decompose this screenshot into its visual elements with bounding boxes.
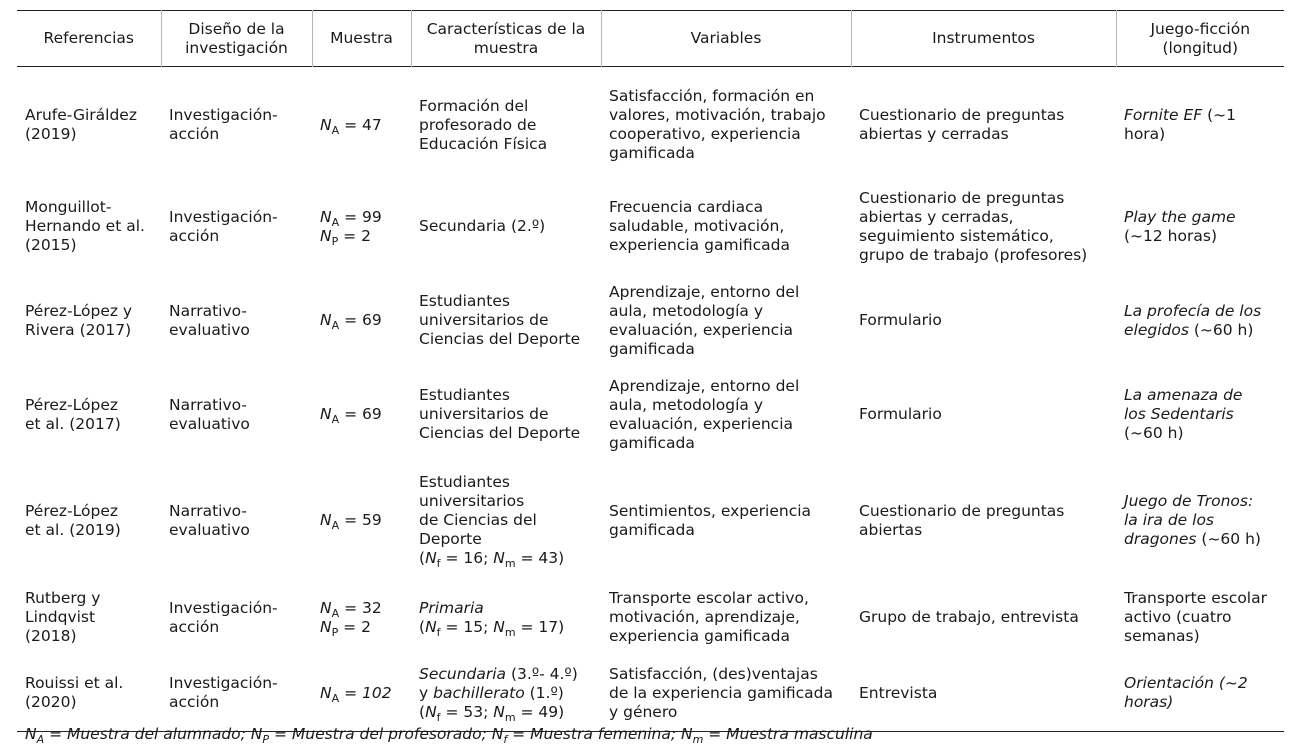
text-run: Estudiantes bbox=[419, 292, 510, 310]
text-run: N bbox=[320, 598, 332, 617]
text-run: = 49) bbox=[515, 702, 565, 721]
cell-line bbox=[419, 330, 593, 349]
cell-muestra bbox=[312, 656, 411, 732]
cell-juego-ficcion bbox=[1116, 462, 1284, 580]
text-run: Estudiantes bbox=[419, 473, 510, 491]
cell-juego-ficcion bbox=[1116, 368, 1284, 462]
text-run: N bbox=[320, 617, 332, 636]
subscript: A bbox=[331, 519, 340, 532]
cell-line: evaluación, experiencia bbox=[609, 320, 794, 339]
cell-instrumentos bbox=[851, 462, 1116, 580]
cell-line bbox=[419, 116, 593, 135]
cell-diseno bbox=[161, 180, 312, 274]
cell-line bbox=[1124, 227, 1276, 246]
cell-caracteristicas bbox=[411, 462, 601, 580]
cell-muestra bbox=[312, 368, 411, 462]
subscript: m bbox=[504, 557, 516, 570]
subscript: A bbox=[331, 413, 340, 426]
text-run: (~60 h) bbox=[1188, 320, 1254, 339]
cell-instrumentos bbox=[851, 368, 1116, 462]
cell-line bbox=[1124, 106, 1276, 125]
cell-juego-ficcion bbox=[1116, 180, 1284, 274]
cell-caracteristicas bbox=[411, 580, 601, 656]
cell-line bbox=[419, 492, 593, 511]
cell-instrumentos bbox=[851, 67, 1116, 180]
cell-line bbox=[419, 424, 593, 443]
cell-juego-ficcion bbox=[1116, 580, 1284, 656]
cell-line: gamificada bbox=[609, 433, 695, 452]
text-run: hora) bbox=[1124, 125, 1166, 144]
cell-line bbox=[1124, 693, 1276, 712]
cell-referencia bbox=[17, 368, 161, 462]
text-run: = 69 bbox=[339, 405, 382, 423]
cell-line: abiertas y cerradas, bbox=[859, 207, 1014, 226]
text-run: = 59 bbox=[339, 511, 382, 529]
cell-line: Rutberg y bbox=[25, 589, 101, 607]
cell-line bbox=[419, 217, 593, 236]
text-run: Deporte bbox=[419, 530, 482, 548]
text-run: horas) bbox=[1124, 693, 1174, 712]
header-line: investigación bbox=[185, 38, 288, 57]
cell-line: abiertas y cerradas bbox=[859, 125, 1009, 144]
text-run: = Muestra masculina bbox=[703, 725, 873, 743]
col-header-muestra bbox=[312, 11, 411, 67]
subscript: f bbox=[436, 710, 441, 724]
cell-diseno bbox=[161, 368, 312, 462]
text-run: = 16; bbox=[440, 549, 494, 567]
cell-line bbox=[419, 405, 593, 424]
cell-line bbox=[1124, 302, 1276, 321]
text-run: Secundaria bbox=[419, 664, 507, 683]
cell-line bbox=[419, 530, 593, 549]
cell-variables bbox=[601, 274, 851, 368]
text-run: ( bbox=[419, 702, 426, 721]
cell-line bbox=[1124, 492, 1276, 511]
cell-variables bbox=[601, 180, 851, 274]
cell-line: Arufe-Giráldez bbox=[25, 106, 137, 125]
header-line: Variables bbox=[690, 29, 762, 47]
cell-line bbox=[320, 208, 403, 227]
cell-variables bbox=[601, 462, 851, 580]
text-run: N bbox=[493, 617, 505, 636]
text-run: N bbox=[425, 617, 437, 636]
cell-line: Satisfacción, (des)ventajas bbox=[609, 664, 818, 683]
cell-referencia bbox=[17, 180, 161, 274]
cell-line: Entrevista bbox=[859, 683, 938, 702]
cell-line: Pérez-López y bbox=[25, 301, 133, 320]
text-run: = 99 bbox=[339, 207, 382, 226]
table-row bbox=[17, 274, 1284, 368]
text-run: N bbox=[320, 405, 332, 423]
text-run: semanas) bbox=[1124, 627, 1200, 645]
text-run: (~60 h) bbox=[1196, 530, 1261, 548]
cell-line: grupo de trabajo (profesores) bbox=[859, 245, 1088, 264]
subscript: A bbox=[331, 691, 340, 705]
cell-line: (2018) bbox=[25, 627, 77, 645]
text-run: = 2 bbox=[338, 226, 371, 245]
header-line: Diseño de la bbox=[188, 19, 285, 38]
header-line: Referencias bbox=[43, 29, 134, 47]
cell-line: experiencia gamificada bbox=[609, 236, 790, 254]
cell-line: evaluación, experiencia bbox=[609, 414, 794, 433]
cell-line bbox=[1124, 589, 1276, 608]
cell-line: Frecuencia cardiaca bbox=[609, 198, 764, 216]
cell-line: Monguillot- bbox=[25, 198, 112, 216]
text-run: Orientación (~2 bbox=[1124, 674, 1248, 693]
cell-line: Narrativo- bbox=[169, 395, 247, 414]
cell-line: (2019) bbox=[25, 125, 77, 144]
text-run: N bbox=[25, 725, 37, 743]
cell-line: et al. (2019) bbox=[25, 520, 121, 539]
subscript: P bbox=[262, 733, 270, 746]
cell-diseno bbox=[161, 462, 312, 580]
cell-line: seguimiento sistemático, bbox=[859, 226, 1054, 245]
cell-line: Narrativo- bbox=[169, 301, 247, 320]
text-run: universitarios de bbox=[419, 405, 549, 423]
cell-instrumentos bbox=[851, 656, 1116, 732]
cell-line: et al. (2017) bbox=[25, 414, 121, 433]
cell-line: evaluativo bbox=[169, 520, 250, 539]
cell-line: Sentimientos, experiencia bbox=[609, 501, 812, 520]
cell-line bbox=[419, 684, 593, 703]
subscript: A bbox=[331, 319, 340, 332]
cell-line bbox=[419, 665, 593, 684]
cell-line: Satisfacción, formación en bbox=[609, 87, 815, 106]
text-run: = Muestra del profesorado; N bbox=[269, 725, 504, 743]
text-run: de Ciencias del bbox=[419, 511, 537, 529]
subscript: f bbox=[503, 733, 508, 746]
cell-line: gamificada bbox=[609, 339, 695, 358]
cell-line: Cuestionario de preguntas bbox=[859, 188, 1065, 207]
cell-line bbox=[419, 618, 593, 637]
cell-line: Formulario bbox=[859, 311, 942, 329]
cell-referencia bbox=[17, 656, 161, 732]
text-run: = 17) bbox=[515, 617, 565, 636]
text-run: N bbox=[320, 311, 332, 329]
subscript: A bbox=[36, 733, 45, 746]
cell-juego-ficcion bbox=[1116, 656, 1284, 732]
cell-line: valores, motivación, trabajo bbox=[609, 106, 826, 125]
text-run: Formación del bbox=[419, 96, 529, 115]
cell-line: acción bbox=[169, 693, 220, 712]
cell-line bbox=[419, 386, 593, 405]
cell-line: motivación, aprendizaje, bbox=[609, 608, 800, 626]
cell-line: Grupo de trabajo, entrevista bbox=[859, 608, 1079, 626]
cell-juego-ficcion bbox=[1116, 274, 1284, 368]
cell-line bbox=[419, 549, 593, 568]
cell-line bbox=[320, 227, 403, 246]
col-header-variables bbox=[601, 11, 851, 67]
text-run: universitarios bbox=[419, 492, 525, 510]
header-line: Características de la bbox=[426, 19, 586, 38]
cell-line: gamificada bbox=[609, 144, 695, 163]
text-run: N bbox=[493, 549, 505, 567]
cell-line: Narrativo- bbox=[169, 501, 247, 520]
cell-caracteristicas bbox=[411, 368, 601, 462]
text-run: = 47 bbox=[339, 115, 382, 134]
cell-referencia bbox=[17, 67, 161, 180]
cell-line: Aprendizaje, entorno del bbox=[609, 282, 800, 301]
cell-line: Investigación- bbox=[169, 106, 278, 125]
text-run: ( bbox=[419, 549, 426, 567]
col-header-instrumentos bbox=[851, 11, 1116, 67]
text-run: la ira de los bbox=[1124, 511, 1215, 529]
subscript: P bbox=[331, 234, 339, 248]
cell-diseno bbox=[161, 67, 312, 180]
cell-line bbox=[1124, 627, 1276, 646]
cell-line: aula, metodología y bbox=[609, 395, 764, 414]
cell-line bbox=[419, 292, 593, 311]
cell-line: aula, metodología y bbox=[609, 301, 764, 320]
cell-variables bbox=[601, 67, 851, 180]
subscript: m bbox=[504, 710, 516, 724]
text-run: N bbox=[320, 226, 332, 245]
cell-line bbox=[1124, 674, 1276, 693]
cell-line: Cuestionario de preguntas bbox=[859, 106, 1065, 125]
text-run: Fornite EF bbox=[1124, 106, 1203, 125]
table-body bbox=[17, 67, 1284, 732]
cell-muestra bbox=[312, 580, 411, 656]
text-run: = 69 bbox=[339, 311, 382, 329]
text-run: = 32 bbox=[339, 598, 382, 617]
table-row bbox=[17, 67, 1284, 180]
cell-muestra bbox=[312, 67, 411, 180]
table-row bbox=[17, 180, 1284, 274]
text-run: N bbox=[493, 702, 505, 721]
subscript: f bbox=[436, 625, 441, 639]
cell-line: experiencia gamificada bbox=[609, 627, 790, 645]
table-row bbox=[17, 656, 1284, 732]
col-header-juego-ficcion bbox=[1116, 11, 1284, 67]
cell-line bbox=[1124, 511, 1276, 530]
cell-line bbox=[320, 684, 403, 703]
table-row bbox=[17, 462, 1284, 580]
cell-line bbox=[419, 135, 593, 154]
cell-caracteristicas bbox=[411, 656, 601, 732]
text-run: Secundaria (2.º) bbox=[419, 217, 546, 235]
cell-line bbox=[320, 511, 403, 530]
text-run: = 43) bbox=[515, 549, 565, 567]
text-run: N bbox=[320, 115, 332, 134]
cell-muestra bbox=[312, 274, 411, 368]
text-run: ( bbox=[419, 617, 426, 636]
cell-diseno bbox=[161, 656, 312, 732]
cell-line: gamificada bbox=[609, 520, 695, 539]
cell-variables bbox=[601, 656, 851, 732]
cell-line bbox=[1124, 530, 1276, 549]
cell-line bbox=[1124, 386, 1276, 405]
table-footnote bbox=[25, 724, 873, 744]
text-run: = 2 bbox=[338, 617, 371, 636]
cell-line: cooperativo, experiencia bbox=[609, 125, 801, 144]
cell-line: Aprendizaje, entorno del bbox=[609, 376, 800, 395]
text-run: Primaria bbox=[419, 598, 484, 617]
text-run: La profecía de los bbox=[1124, 301, 1262, 320]
cell-instrumentos bbox=[851, 274, 1116, 368]
cell-caracteristicas bbox=[411, 67, 601, 180]
cell-line bbox=[1124, 424, 1276, 443]
cell-line: Investigación- bbox=[169, 207, 278, 226]
cell-line bbox=[320, 311, 403, 330]
cell-line bbox=[419, 97, 593, 116]
cell-variables bbox=[601, 368, 851, 462]
text-run: N bbox=[320, 207, 332, 226]
cell-line: Hernando et al. bbox=[25, 217, 145, 235]
text-run: Estudiantes bbox=[419, 386, 510, 404]
col-header-referencias bbox=[17, 11, 161, 67]
subscript: A bbox=[331, 606, 340, 620]
cell-line: evaluativo bbox=[169, 414, 250, 433]
cell-line: Formulario bbox=[859, 405, 942, 423]
subscript: m bbox=[504, 625, 516, 639]
cell-line: Transporte escolar activo, bbox=[609, 589, 809, 607]
cell-line: Rouissi et al. bbox=[25, 674, 124, 693]
cell-line bbox=[419, 599, 593, 618]
text-run: = 15; bbox=[440, 617, 494, 636]
cell-instrumentos bbox=[851, 580, 1116, 656]
header-line: (longitud) bbox=[1162, 38, 1239, 57]
cell-muestra bbox=[312, 462, 411, 580]
text-run: La amenaza de bbox=[1124, 386, 1243, 404]
text-run: (~1 bbox=[1202, 106, 1236, 125]
cell-variables bbox=[601, 580, 851, 656]
text-run: N bbox=[425, 702, 437, 721]
cell-line: y género bbox=[609, 702, 678, 721]
cell-line bbox=[1124, 608, 1276, 627]
header-line: Muestra bbox=[330, 29, 393, 47]
text-run: (~60 h) bbox=[1124, 424, 1184, 442]
text-run: = 53; bbox=[440, 702, 494, 721]
cell-line bbox=[1124, 125, 1276, 144]
cell-referencia bbox=[17, 580, 161, 656]
text-run: universitarios de bbox=[419, 311, 549, 329]
cell-line: Pérez-López bbox=[25, 395, 118, 414]
header-line: muestra bbox=[473, 38, 539, 57]
table-row bbox=[17, 580, 1284, 656]
cell-line: saludable, motivación, bbox=[609, 217, 785, 235]
cell-line bbox=[419, 703, 593, 722]
cell-line bbox=[1124, 321, 1276, 340]
text-run: Ciencias del Deporte bbox=[419, 424, 581, 442]
text-run: N bbox=[425, 549, 437, 567]
cell-line bbox=[419, 511, 593, 530]
cell-line: evaluativo bbox=[169, 320, 250, 339]
cell-line: (2020) bbox=[25, 693, 77, 712]
cell-line bbox=[1124, 405, 1276, 424]
cell-caracteristicas bbox=[411, 274, 601, 368]
cell-line: de la experiencia gamificada bbox=[609, 683, 834, 702]
text-run: dragones bbox=[1124, 530, 1197, 548]
cell-line: acción bbox=[169, 617, 220, 636]
cell-line: (2015) bbox=[25, 236, 77, 254]
cell-line: Lindqvist bbox=[25, 608, 96, 626]
cell-line: abiertas bbox=[859, 520, 923, 539]
subscript: A bbox=[331, 123, 340, 137]
col-header-diseno bbox=[161, 11, 312, 67]
text-run: elegidos bbox=[1124, 320, 1189, 339]
text-run: Transporte escolar bbox=[1124, 589, 1267, 607]
text-run: = Muestra femenina; N bbox=[507, 725, 693, 743]
cell-line: acción bbox=[169, 125, 220, 144]
table-header bbox=[17, 11, 1284, 67]
subscript: f bbox=[436, 557, 441, 570]
col-header-caracteristicas bbox=[411, 11, 601, 67]
subscript: P bbox=[331, 625, 339, 639]
cell-referencia bbox=[17, 274, 161, 368]
cell-juego-ficcion bbox=[1116, 67, 1284, 180]
text-run: = 102 bbox=[339, 683, 392, 702]
studies-table bbox=[17, 10, 1284, 732]
cell-line bbox=[320, 618, 403, 637]
cell-diseno bbox=[161, 274, 312, 368]
text-run: (1.º) bbox=[524, 683, 564, 702]
text-run: Ciencias del Deporte bbox=[419, 330, 581, 348]
cell-line bbox=[419, 473, 593, 492]
text-run: Play the game bbox=[1124, 207, 1236, 226]
cell-caracteristicas bbox=[411, 180, 601, 274]
text-run: Juego de Tronos: bbox=[1124, 492, 1254, 510]
cell-line bbox=[320, 116, 403, 135]
cell-line: Investigación- bbox=[169, 674, 278, 693]
text-run: los Sedentaris bbox=[1124, 405, 1234, 423]
text-run: (~12 horas) bbox=[1124, 226, 1217, 245]
cell-line: Pérez-López bbox=[25, 501, 118, 520]
text-run: activo (cuatro bbox=[1124, 608, 1232, 626]
cell-diseno bbox=[161, 580, 312, 656]
cell-line: Investigación- bbox=[169, 598, 278, 617]
cell-line: Cuestionario de preguntas bbox=[859, 501, 1065, 520]
text-run: (3.º- 4.º) bbox=[506, 664, 578, 683]
text-run: N bbox=[320, 683, 332, 702]
text-run: bachillerato bbox=[433, 683, 525, 702]
cell-line bbox=[1124, 208, 1276, 227]
cell-instrumentos bbox=[851, 180, 1116, 274]
cell-line bbox=[419, 311, 593, 330]
text-run: Educación Física bbox=[419, 134, 548, 153]
cell-line bbox=[320, 599, 403, 618]
cell-line bbox=[320, 405, 403, 424]
text-run: N bbox=[320, 511, 332, 529]
cell-line: Rivera (2017) bbox=[25, 320, 132, 339]
text-run: y bbox=[419, 683, 434, 702]
cell-referencia bbox=[17, 462, 161, 580]
subscript: A bbox=[331, 215, 340, 229]
header-line: Instrumentos bbox=[932, 29, 1035, 47]
header-line: Juego-ficción bbox=[1150, 19, 1251, 38]
cell-muestra bbox=[312, 180, 411, 274]
text-run: = Muestra del alumnado; N bbox=[44, 725, 263, 743]
subscript: m bbox=[692, 733, 704, 746]
table-row bbox=[17, 368, 1284, 462]
text-run: profesorado de bbox=[419, 115, 537, 134]
cell-line: acción bbox=[169, 226, 220, 245]
